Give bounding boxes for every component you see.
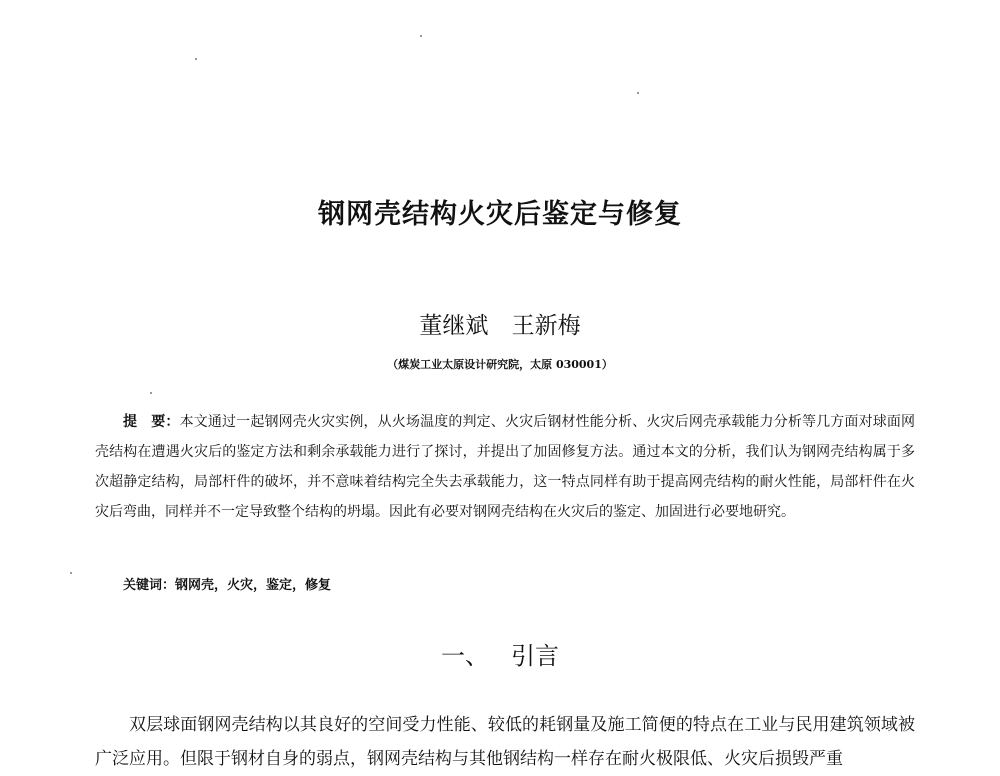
- affiliation: （煤炭工业太原设计研究院，太原 030001）: [387, 358, 613, 371]
- scan-speck: [420, 35, 422, 37]
- author-name: 董继斌: [419, 313, 489, 339]
- scan-speck: [637, 92, 639, 94]
- keywords-label: 关键词：: [123, 578, 176, 593]
- paper-title: 钢网壳结构火灾后鉴定与修复: [318, 199, 682, 230]
- scan-speck: [150, 392, 152, 394]
- section-title: 引言: [511, 642, 559, 670]
- abstract: [95, 407, 915, 527]
- keywords-text: 钢网壳，火灾，鉴定，修复: [175, 578, 332, 593]
- author-list: [0, 307, 1000, 340]
- scan-speck: [195, 58, 197, 60]
- abstract-label: 提 要：: [123, 414, 180, 430]
- section-number: 一、: [441, 642, 489, 670]
- scan-speck: [70, 572, 72, 574]
- abstract-text: 本文通过一起钢网壳火灾实例，从火场温度的判定、火灾后钢材性能分析、火灾后网壳承载能力分析等几方面对球面网壳结构在遭遇火灾后的鉴定方法和剩余承载能力进行了探讨，并提出了加固修复方法。通过本文的分析，我们认为钢网壳结构属于多次超静定结构，局部杆件的破坏，并不意味着结构完全失去承载能力，这一特点同样有助于提高网壳结构的耐火性能，局部杆件在火灾后弯曲，同样并不一定导致整个结构的坍塌。因此有必要对钢网壳结构在火灾后的鉴定、加固进行必要地研究。: [95, 414, 916, 520]
- keywords: [123, 574, 331, 593]
- author-name: 王新梅: [511, 313, 581, 339]
- body-paragraph: 双层球面钢网壳结构以其良好的空间受力性能、较低的耗钢量及施工简便的特点在工业与民用建筑领域被广泛应用。但限于钢材自身的弱点，钢网壳结构与其他钢结构一样存在耐火极限低、火灾后损毁严重: [95, 715, 915, 769]
- section-heading: [0, 636, 1000, 671]
